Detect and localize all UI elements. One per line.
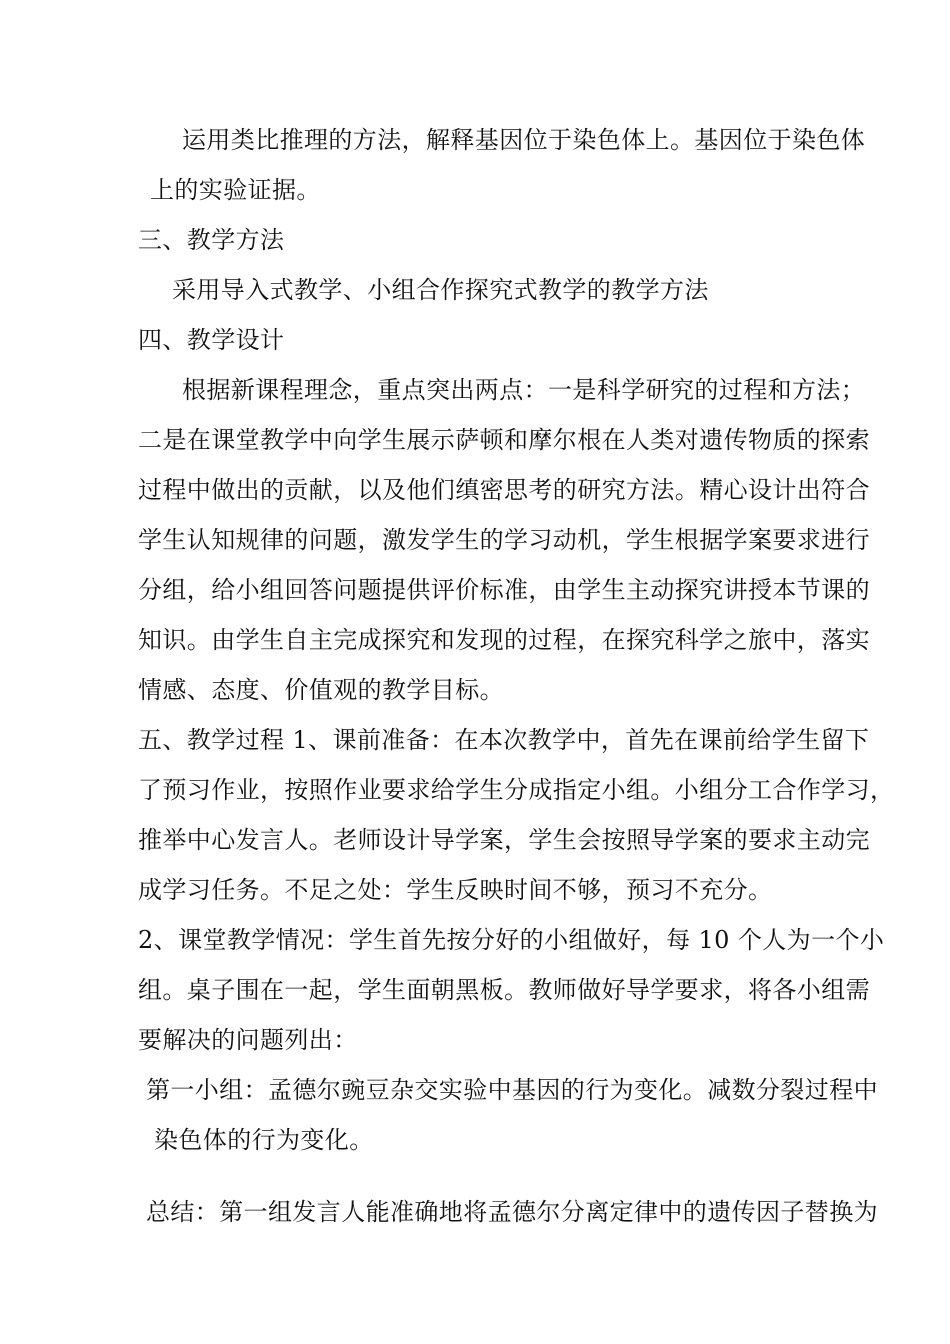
text-line: 组。桌子围在一起，学生面朝黑板。教师做好导学要求，将各小组需 bbox=[138, 976, 870, 1004]
text-line: 二是在课堂教学中向学生展示萨顿和摩尔根在人类对遗传物质的探索 bbox=[138, 426, 870, 454]
text-line: 染色体的行为变化。 bbox=[154, 1126, 374, 1154]
text-line: 要解决的问题列出： bbox=[138, 1026, 358, 1054]
text-line: 根据新课程理念，重点突出两点：一是科学研究的过程和方法； bbox=[182, 376, 866, 404]
text-line: 了预习作业，按照作业要求给学生分成指定小组。小组分工合作学习， bbox=[138, 776, 895, 804]
text-line: 第一小组：孟德尔豌豆杂交实验中基因的行为变化。减数分裂过程中 bbox=[146, 1076, 878, 1104]
text-line: 总结：第一组发言人能准确地将孟德尔分离定律中的遗传因子替换为 bbox=[146, 1198, 878, 1226]
text-line: 知识。由学生自主完成探究和发现的过程，在探究科学之旅中，落实 bbox=[138, 626, 870, 654]
text-line: 运用类比推理的方法，解释基因位于染色体上。基因位于染色体 bbox=[182, 126, 866, 154]
text-line: 分组，给小组回答问题提供评价标准，由学生主动探究讲授本节课的 bbox=[138, 576, 870, 604]
text-line: 成学习任务。不足之处：学生反映时间不够，预习不充分。 bbox=[138, 876, 773, 904]
text-line: 学生认知规律的问题，激发学生的学习动机，学生根据学案要求进行 bbox=[138, 526, 870, 554]
text-line: 推举中心发言人。老师设计导学案，学生会按照导学案的要求主动完 bbox=[138, 826, 870, 854]
text-line: 上的实验证据。 bbox=[150, 176, 321, 204]
text-line: 采用导入式教学、小组合作探究式教学的教学方法 bbox=[172, 276, 709, 304]
section-heading: 三、教学方法 bbox=[138, 226, 285, 254]
text-line: 情感、态度、价值观的教学目标。 bbox=[138, 676, 504, 704]
section-heading: 五、教学过程 1、课前准备：在本次教学中，首先在课前给学生留下 bbox=[138, 726, 870, 754]
text-line: 过程中做出的贡献，以及他们缜密思考的研究方法。精心设计出符合 bbox=[138, 476, 870, 504]
text-line: 2、课堂教学情况：学生首先按分好的小组做好，每 10 个人为一个小 bbox=[138, 926, 885, 954]
section-heading: 四、教学设计 bbox=[138, 326, 285, 354]
